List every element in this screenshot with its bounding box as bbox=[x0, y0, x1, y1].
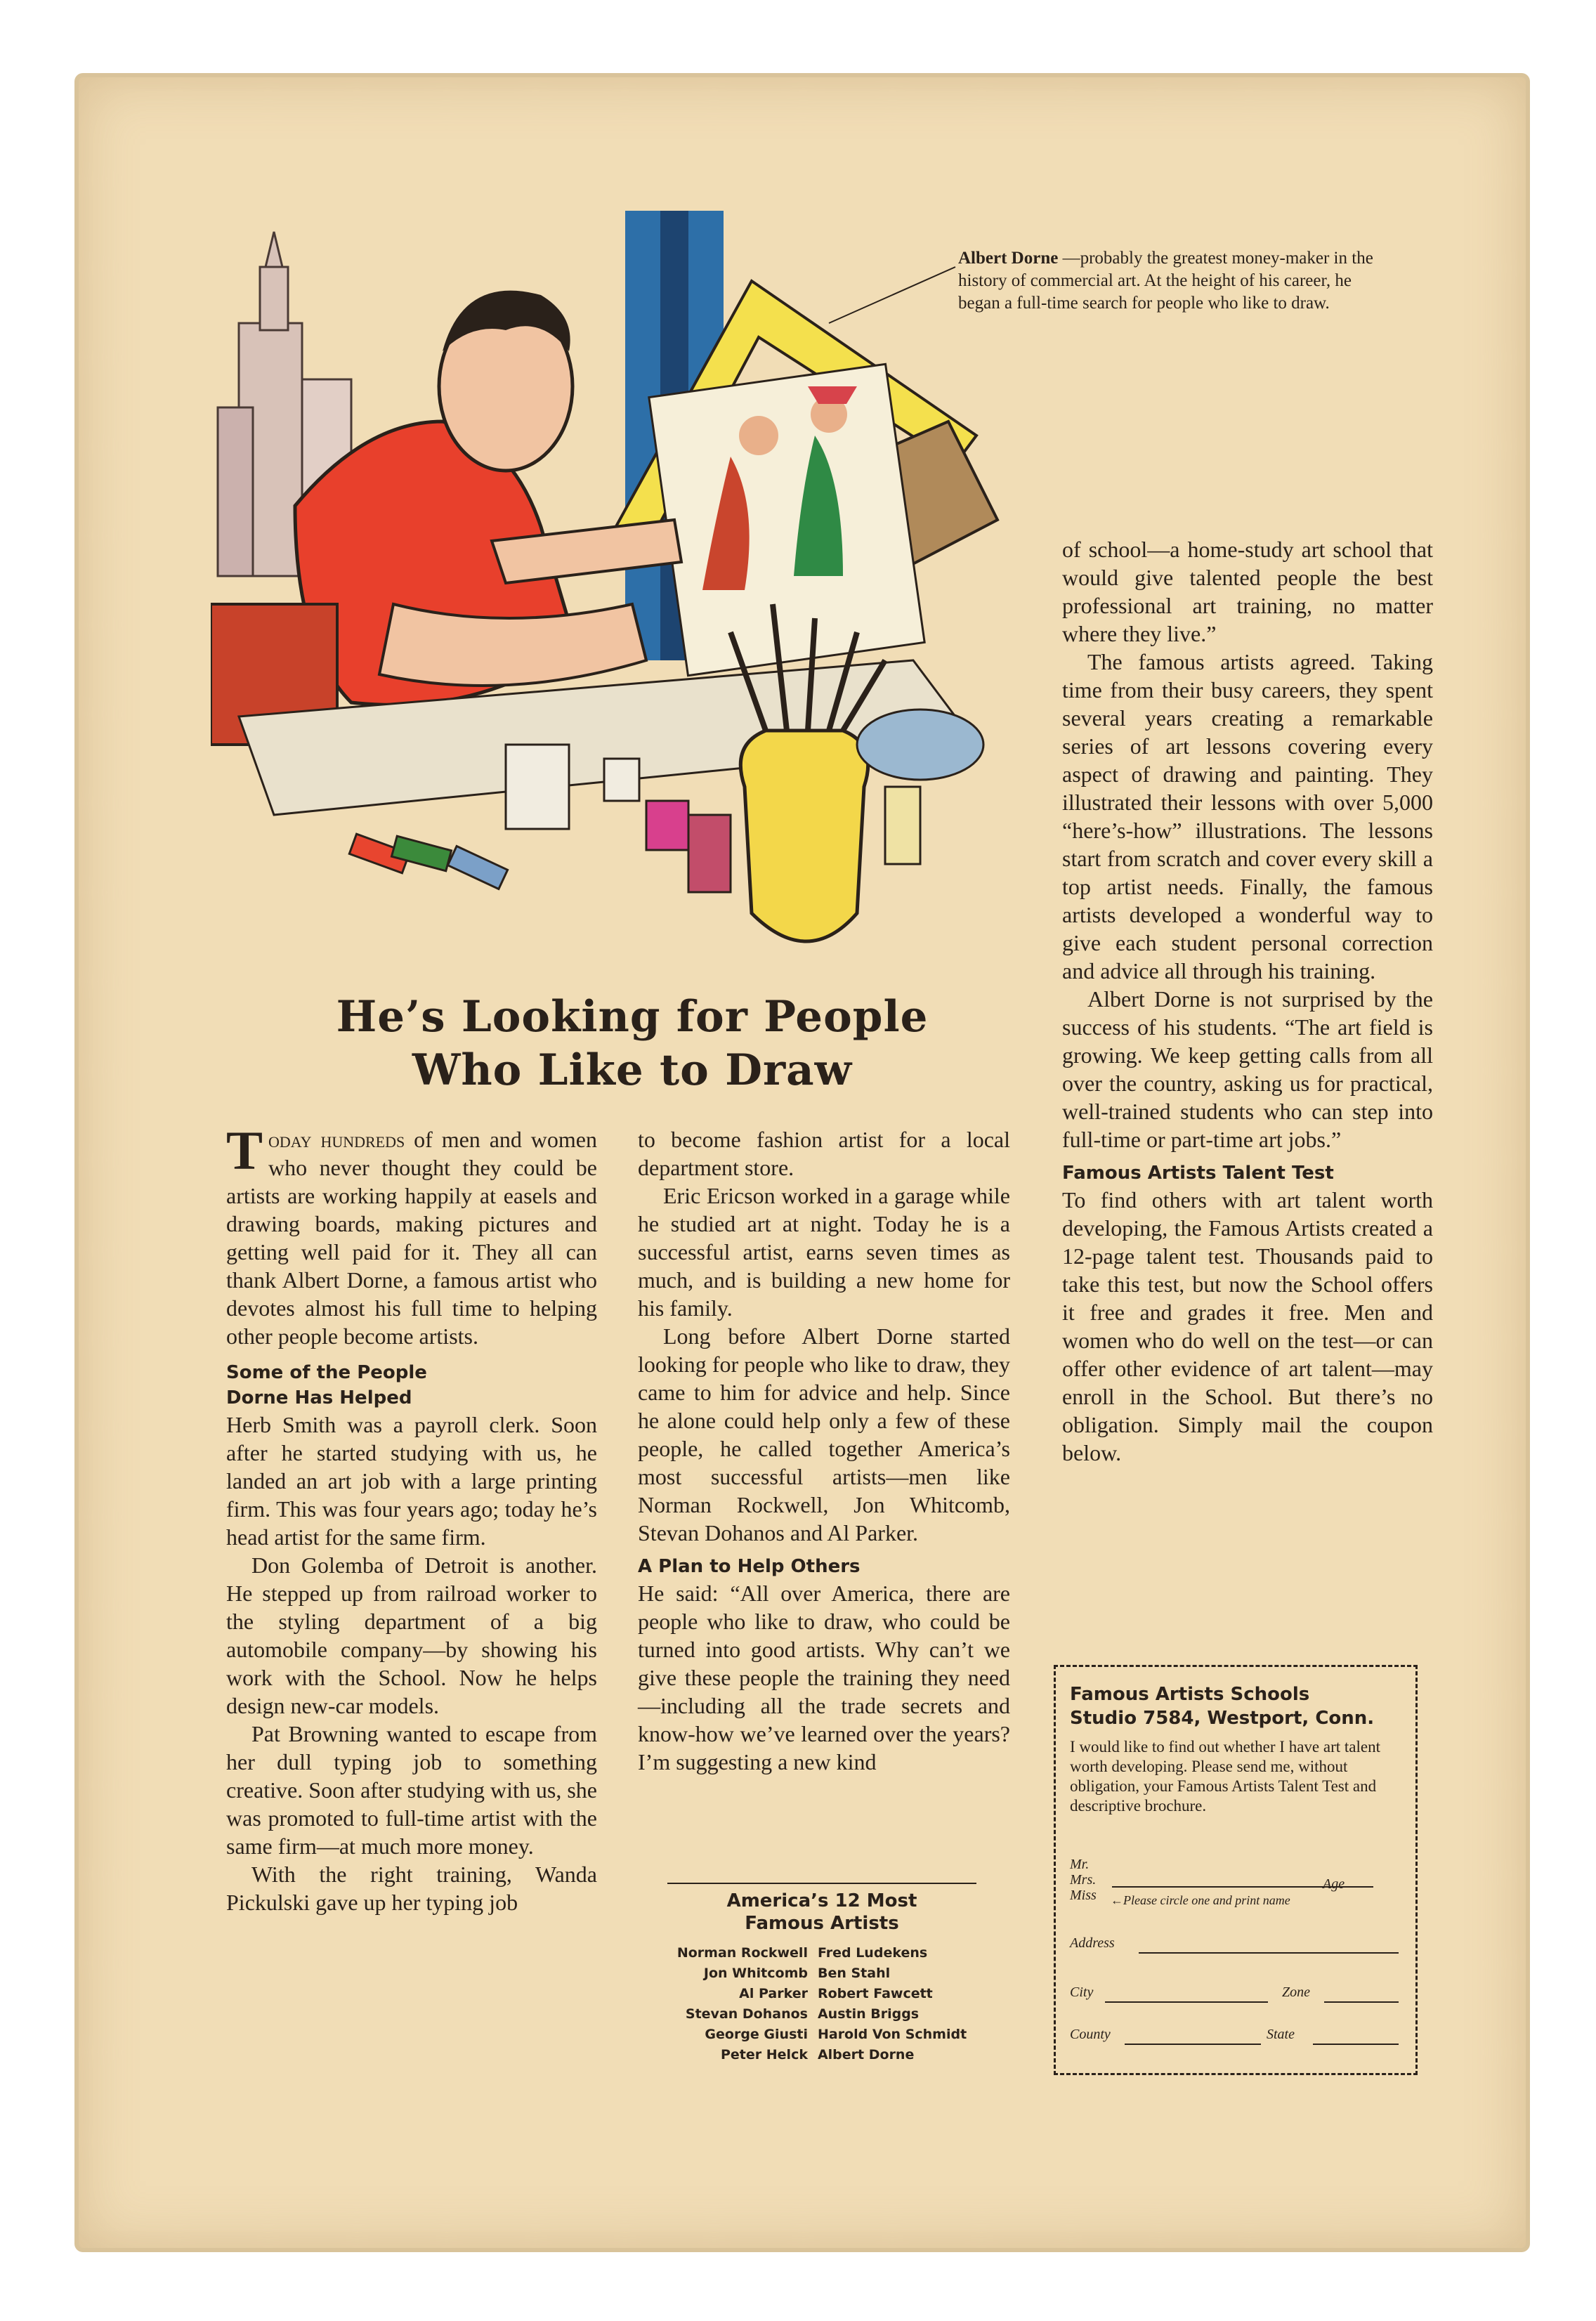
address-line[interactable] bbox=[1139, 1952, 1399, 1954]
artist-name: Robert Fawcett bbox=[817, 1986, 933, 2001]
artist-name: Austin Briggs bbox=[817, 2006, 920, 2022]
artist-name: George Giusti bbox=[705, 2027, 808, 2042]
zone-label: Zone bbox=[1282, 1985, 1310, 2000]
paragraph-herb-smith: Herb Smith was a payroll clerk. Soon after he started studying with us, he landed an art job with a large printing firm. This was four years ago; today he’s head artist for the same firm. bbox=[226, 1412, 597, 1550]
paragraph-wanda-pickulski: With the right training, Wanda Pickulski gave up her typing job bbox=[226, 1862, 597, 1915]
artists-list bbox=[632, 1943, 1012, 2065]
article-column-2 bbox=[638, 1125, 1010, 1776]
city-line[interactable] bbox=[1105, 2001, 1268, 2003]
caption-text: —probably the greatest money-maker in the history of commercial art. At the height of his career, he began a full-time search for people who like to draw. bbox=[958, 249, 1373, 313]
subhead-plan: A Plan to Help Others bbox=[638, 1556, 861, 1577]
artist-name: Fred Ludekens bbox=[817, 1945, 928, 1961]
divider bbox=[667, 1883, 976, 1884]
salutation-mr[interactable]: Mr. bbox=[1070, 1857, 1090, 1872]
artist-name: Peter Helck bbox=[721, 2047, 808, 2062]
paragraph-talent-test: To find others with art talent worth developing, the Famous Artists created a 12-page talent test. Thousands paid to take this test, but now the School offers it free and grades it free. Men and women who do well on the test—or can offer other evidence of art talent—may enroll in the School. But there’s no obligation. Simply mail the coupon below. bbox=[1062, 1187, 1433, 1465]
coupon-title-2: Studio 7584, Westport, Conn. bbox=[1070, 1708, 1375, 1729]
artist-name: Harold Von Schmidt bbox=[817, 2027, 967, 2042]
illustration-caption bbox=[958, 247, 1394, 315]
headline bbox=[281, 990, 983, 1097]
state-line[interactable] bbox=[1313, 2044, 1399, 2045]
paragraph-artists-agreed: The famous artists agreed. Taking time from their busy careers, they spent several years creating a remarkable series of art lessons covering every aspect of drawing and painting. They illustrated their lessons with over 5,000 “here’s-how” illustrations. The lessons start from scratch and cover every skill a top artist needs. Finally, the famous artists developed a wonderful way to give each student personal correction and advice all through his training. bbox=[1062, 649, 1433, 983]
paragraph-fashion-artist: to become fashion artist for a local department store. bbox=[638, 1127, 1010, 1180]
subhead-talent-test: Famous Artists Talent Test bbox=[1062, 1163, 1334, 1184]
city-label: City bbox=[1070, 1985, 1094, 2000]
age-label: Age bbox=[1323, 1876, 1345, 1892]
famous-title-2: Famous Artists bbox=[745, 1913, 899, 1934]
drop-cap: T bbox=[226, 1120, 263, 1181]
coupon-body: I would like to find out whether I have art talent worth developing. Please send me, without obligation, your Famous Artists Talent Test and descriptive brochure. bbox=[1070, 1738, 1380, 1815]
famous-title-1: America’s 12 Most bbox=[726, 1890, 917, 1911]
paragraph-don-golemba: Don Golemba of Detroit is another. He stepped up from railroad worker to the styling department of a big automobile company—by showing his work with the School. Now he helps design new-car models. bbox=[226, 1552, 597, 1718]
artist-name: Norman Rockwell bbox=[676, 1945, 808, 1961]
county-label: County bbox=[1070, 2027, 1111, 2042]
state-label: State bbox=[1267, 2027, 1295, 2042]
intro-text: of men and women who never thought they could be artists are working happily at easels and drawing boards, making pictures and getting well paid for it. They all can thank Albert Dorne, a famous artist who devotes almost his full time to helping other people become artists. bbox=[226, 1127, 597, 1349]
zone-line[interactable] bbox=[1324, 2001, 1399, 2003]
coupon-title-1: Famous Artists Schools bbox=[1070, 1684, 1310, 1705]
intro-paragraph bbox=[226, 1120, 597, 1350]
salutation-mrs[interactable]: Mrs. bbox=[1070, 1872, 1097, 1888]
paragraph-pat-browning: Pat Browning wanted to escape from her dull typing job to something creative. Soon after studying with us, she was promoted to full-time artist with the same firm—at much more money. bbox=[226, 1721, 597, 1859]
artist-name: Stevan Dohanos bbox=[685, 2006, 808, 2022]
subhead-helped-1: Some of the People bbox=[226, 1362, 427, 1383]
paragraph-not-surprised: Albert Dorne is not surprised by the success of his students. “The art field is growing. We keep getting calls from all over the country, asking us for practical, well-trained students who can step into full-time or part-time art jobs.” bbox=[1062, 986, 1433, 1152]
circle-note: ←Please circle one and print name bbox=[1111, 1893, 1290, 1907]
intro-smallcaps: oday hundreds bbox=[268, 1127, 405, 1152]
famous-artists-box bbox=[632, 1883, 1012, 2065]
caption-name: Albert Dorne bbox=[958, 249, 1059, 268]
paragraph-he-said: He said: “All over America, there are people who like to draw, who could be turned into good artists. Why can’t we give these people the training they need—including all the trade secrets and know-how we’ve learned over the years? I’m suggesting a new kind bbox=[638, 1581, 1010, 1774]
albert-dorne-illustration bbox=[211, 211, 1040, 1005]
paragraph-long-before: Long before Albert Dorne started looking for people who like to draw, they came to him for advice and help. Since he alone could help only a few of these people, he called together America’s most successful artists—men like Norman Rockwell, Jon Whitcomb, Stevan Dohanos and Al Parker. bbox=[638, 1323, 1010, 1545]
headline-line-1: He’s Looking for People bbox=[336, 992, 929, 1042]
artist-name: Jon Whitcomb bbox=[703, 1966, 808, 1981]
subhead-helped-2: Dorne Has Helped bbox=[226, 1387, 412, 1408]
artists-left-column bbox=[677, 1943, 818, 2065]
county-line[interactable] bbox=[1125, 2044, 1261, 2045]
artist-name: Al Parker bbox=[739, 1986, 808, 2001]
artists-right-column bbox=[818, 1943, 967, 2065]
artist-name: Albert Dorne bbox=[817, 2047, 915, 2062]
article-column-3 bbox=[1062, 535, 1433, 1467]
mail-coupon[interactable] bbox=[1054, 1665, 1418, 2075]
address-label: Address bbox=[1070, 1935, 1115, 1951]
artist-name: Ben Stahl bbox=[817, 1966, 891, 1981]
headline-line-2: Who Like to Draw bbox=[412, 1045, 853, 1095]
paragraph-eric-ericson: Eric Ericson worked in a garage while he studied art at night. Today he is a successful artist, earns seven times as much, and is building a new home for his family. bbox=[638, 1183, 1010, 1321]
salutation-miss[interactable]: Miss bbox=[1070, 1888, 1097, 1903]
article-column-1 bbox=[226, 1120, 597, 1916]
paragraph-school: of school—a home-study art school that would give talented people the best professional art training, no matter where they live.” bbox=[1062, 537, 1433, 646]
